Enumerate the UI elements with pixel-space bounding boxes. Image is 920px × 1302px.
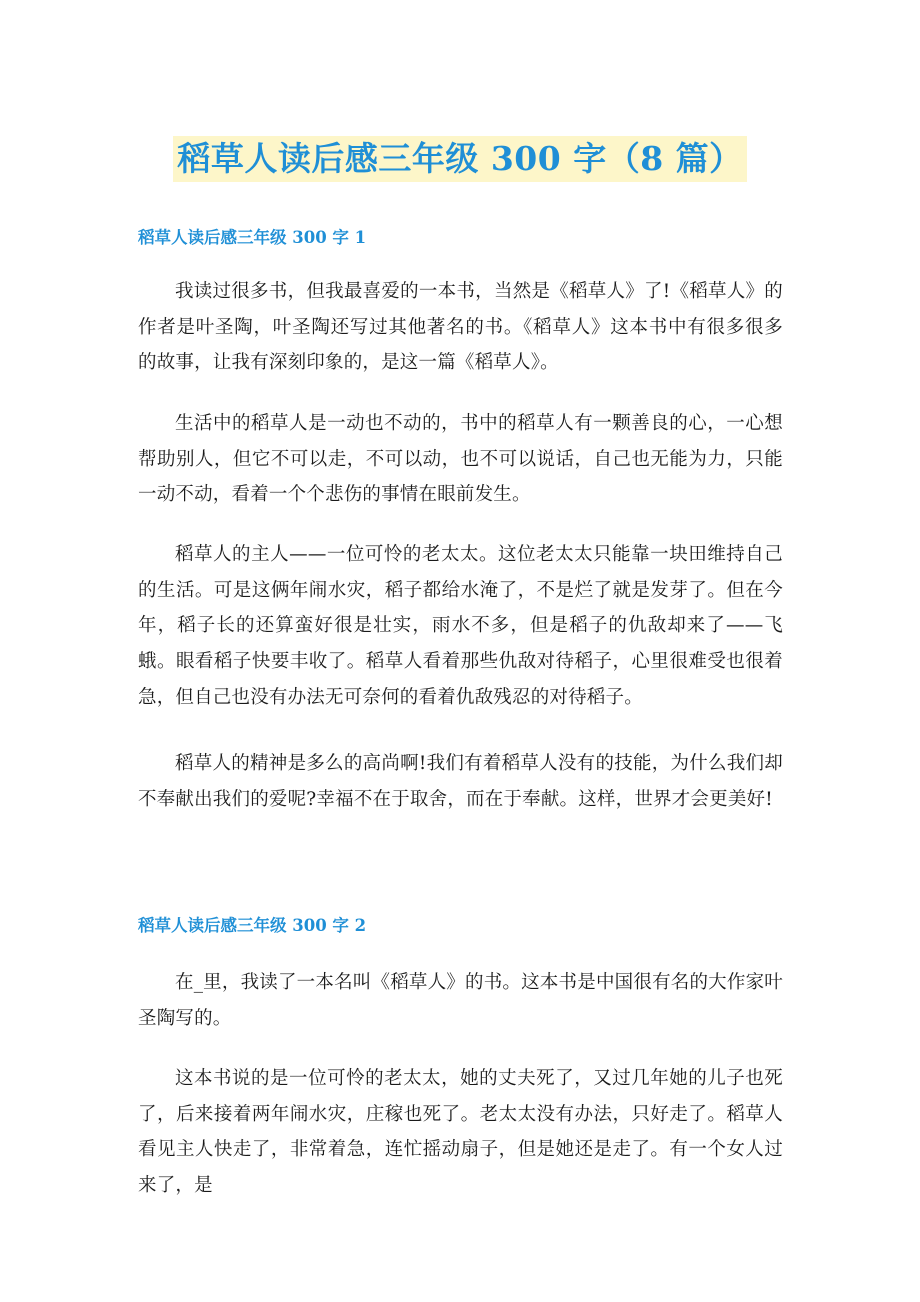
paragraph: 生活中的稻草人是一动也不动的，书中的稻草人有一颗善良的心，一心想帮助别人，但它不可以走，不可以动，也不可以说话，自己也无能为力，只能一动不动，看着一个个悲伤的事情在眼前发生。: [138, 413, 783, 506]
section-heading: 稻草人读后感三年级 300 字 1: [138, 228, 367, 247]
paragraph: 稻草人的精神是多么的高尚啊!我们有着稻草人没有的技能，为什么我们却不奉献出我们的爱呢?幸福不在于取舍，而在于奉献。这样，世界才会更美好!: [138, 753, 783, 810]
section-2-paragraph-1: [138, 965, 783, 1036]
paragraph: 在_里，我读了一本名叫《稻草人》的书。这本书是中国很有名的大作家叶圣陶写的。: [138, 972, 783, 1029]
document-title: 稻草人读后感三年级 300 字（8 篇）: [173, 136, 746, 182]
section-1-paragraph-4: [138, 746, 783, 817]
paragraph: 我读过很多书，但我最喜爱的一本书，当然是《稻草人》了!《稻草人》的作者是叶圣陶，叶圣陶还写过其他著名的书。《稻草人》这本书中有很多很多的故事，让我有深刻印象的，是这一篇《稻草人》。: [138, 281, 783, 374]
section-1-paragraph-1: [138, 274, 783, 381]
section-heading: 稻草人读后感三年级 300 字 2: [138, 916, 367, 935]
paragraph: 这本书说的是一位可怜的老太太，她的丈夫死了，又过几年她的儿子也死了，后来接着两年闹水灾，庄稼也死了。老太太没有办法，只好走了。稻草人看见主人快走了，非常着急，连忙摇动扇子，但是她还是走了。有一个女人过来了，是: [138, 1068, 783, 1197]
section-2-paragraph-2: [138, 1061, 783, 1204]
section-1-paragraph-2: [138, 406, 783, 513]
section-1-paragraph-3: [138, 537, 783, 716]
section-1: [138, 226, 783, 250]
paragraph: 稻草人的主人——一位可怜的老太太。这位老太太只能靠一块田维持自己的生活。可是这俩年闹水灾，稻子都给水淹了，不是烂了就是发芽了。但在今年，稻子长的还算蛮好很是壮实，雨水不多，但是稻子的仇敌却来了——飞蛾。眼看稻子快要丰收了。稻草人看着那些仇敌对待稻子，心里很难受也很着急，但自己也没有办法无可奈何的看着仇敌残忍的对待稻子。: [138, 544, 783, 708]
title-wrapper: [0, 136, 920, 182]
section-2: [138, 914, 783, 938]
